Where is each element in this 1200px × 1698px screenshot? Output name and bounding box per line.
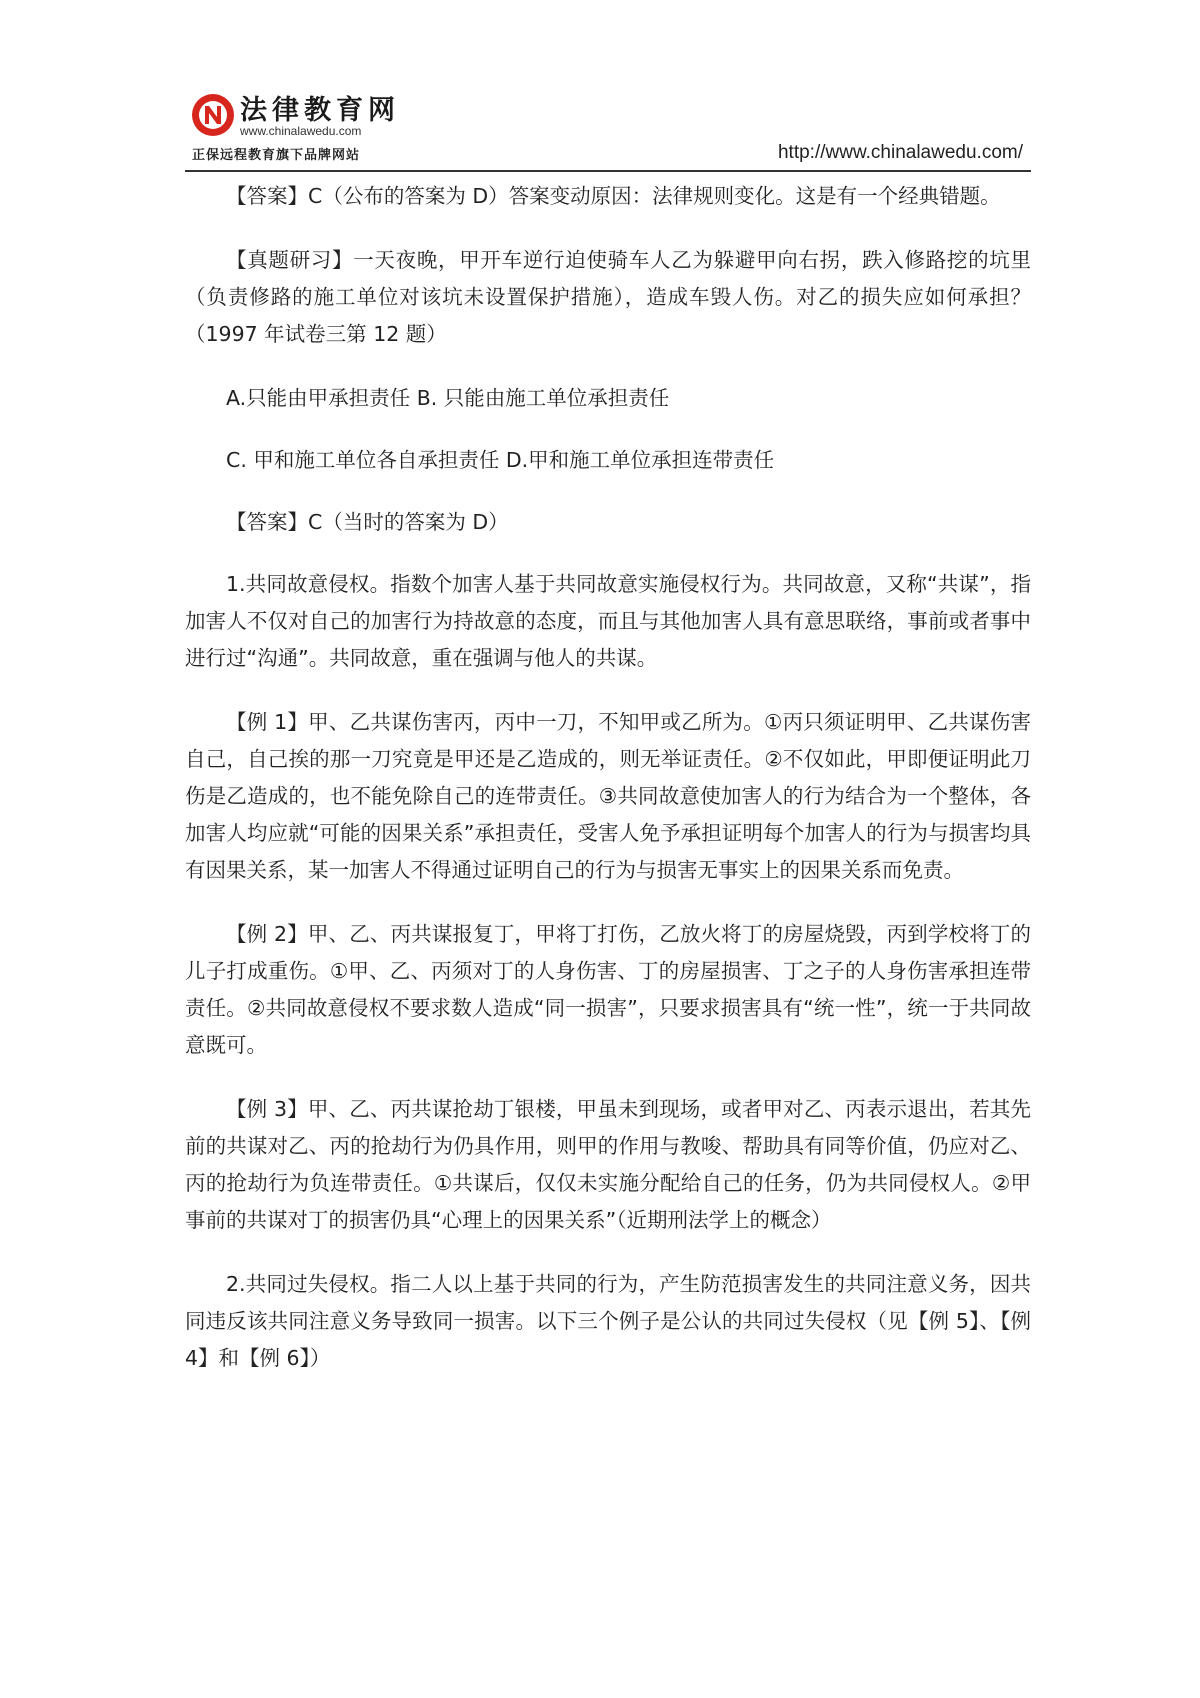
example-2-paragraph: 【例 2】甲、乙、丙共谋报复丁，甲将丁打伤，乙放火将丁的房屋烧毁，丙到学校将丁的儿子打成重伤。①甲、乙、丙须对丁的人身伤害、丁的房屋损害、丁之子的人身伤害承担连带责任。②共同故意侵权不要求数人造成“同一损害”，只要求损害具有“统一性”，统一于共同故意既可。 xyxy=(185,922,1031,1057)
options-ab-paragraph: A.只能由甲承担责任 B. 只能由施工单位承担责任 xyxy=(226,386,670,410)
header-divider xyxy=(185,170,1031,172)
logo-emblem-icon xyxy=(190,92,236,138)
exam-question-paragraph: 【真题研习】一天夜晚，甲开车逆行迫使骑车人乙为躲避甲向右拐，跌入修路挖的坑里（负责修路的施工单位对该坑未设置保护措施），造成车毁人伤。对乙的损失应如何承担？（1997 年试卷三第 12 题） xyxy=(185,248,1031,346)
site-logo[interactable] xyxy=(190,88,405,168)
logo-slogan: 正保远程教育旗下品牌网站 xyxy=(192,148,361,163)
answer-paragraph-2: 【答案】C（当时的答案为 D） xyxy=(226,510,509,534)
example-3-paragraph: 【例 3】甲、乙、丙共谋抢劫丁银楼，甲虽未到现场，或者甲对乙、丙表示退出，若其先前的共谋对乙、丙的抢劫行为仍具作用，则甲的作用与教唆、帮助具有同等价值，仍应对乙、丙的抢劫行为负连带责任。①共谋后，仅仅未实施分配给自己的任务，仍为共同侵权人。②甲事前的共谋对丁的损害仍具“心理上的因果关系”（近期刑法学上的概念） xyxy=(185,1097,1031,1232)
site-url-link[interactable]: http://www.chinalawedu.com/ xyxy=(777,142,1023,163)
joint-intent-paragraph: 1.共同故意侵权。指数个加害人基于共同故意实施侵权行为。共同故意，又称“共谋”，指加害人不仅对自己的加害行为持故意的态度，而且与其他加害人具有意思联络，事前或者事中进行过“沟通”。共同故意，重在强调与他人的共谋。 xyxy=(185,572,1031,670)
logo-url: www.chinalawedu.com xyxy=(240,124,362,138)
document-body xyxy=(185,178,1031,1404)
example-1-paragraph: 【例 1】甲、乙共谋伤害丙，丙中一刀，不知甲或乙所为。①丙只须证明甲、乙共谋伤害自己，自己挨的那一刀究竟是甲还是乙造成的，则无举证责任。②不仅如此，甲即便证明此刀伤是乙造成的，也不能免除自己的连带责任。③共同故意使加害人的行为结合为一个整体，各加害人均应就“可能的因果关系”承担责任，受害人免予承担证明每个加害人的行为与损害均具有因果关系，某一加害人不得通过证明自己的行为与损害无事实上的因果关系而免责。 xyxy=(185,710,1031,882)
answer-paragraph: 【答案】C（公布的答案为 D）答案变动原因：法律规则变化。这是有一个经典错题。 xyxy=(226,184,1001,208)
joint-negligence-paragraph: 2.共同过失侵权。指二人以上基于共同的行为，产生防范损害发生的共同注意义务，因共同违反该共同注意义务导致同一损害。以下三个例子是公认的共同过失侵权（见【例 5】、【例 4】和【例 6】） xyxy=(185,1272,1031,1370)
page-header xyxy=(185,82,1031,172)
logo-name: 法律教育网 xyxy=(240,95,400,126)
options-cd-paragraph: C. 甲和施工单位各自承担责任 D.甲和施工单位承担连带责任 xyxy=(226,448,775,472)
